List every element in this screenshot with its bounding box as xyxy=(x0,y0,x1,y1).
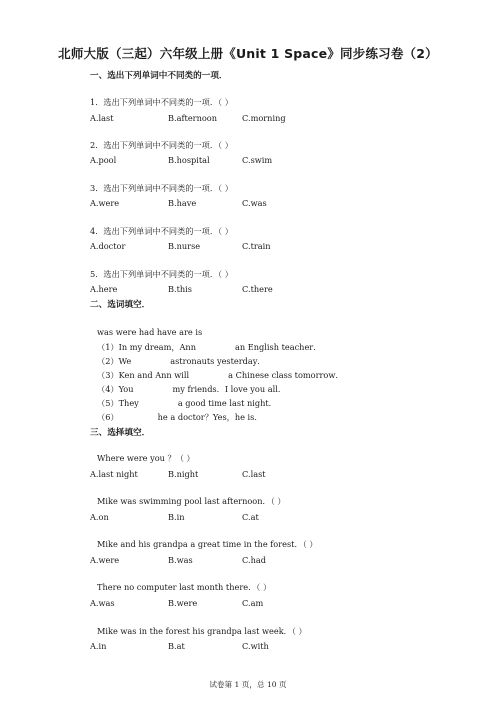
fill-line-2: （2）We astronauts yesterday． xyxy=(97,356,266,366)
option-c: C.had xyxy=(242,555,266,565)
fill-line-3: （3）Ken and Ann will a Chinese class tomorrow． xyxy=(97,370,344,380)
option-c: C.am xyxy=(242,598,264,608)
option-b: B.night xyxy=(168,469,199,479)
option-c: C.was xyxy=(242,198,267,208)
question-3-1: Where were you ？（ ） xyxy=(97,453,195,463)
options-3-3 xyxy=(90,555,410,567)
option-b: B.this xyxy=(168,284,193,294)
option-a: A.last night xyxy=(90,469,138,479)
options-3-2 xyxy=(90,512,410,524)
option-b: B.was xyxy=(168,555,193,565)
options-3-4 xyxy=(90,598,410,610)
option-b: B.were xyxy=(168,598,198,608)
page-footer: 试卷第 1 页，总 10 页 xyxy=(209,680,287,689)
option-c: C.at xyxy=(242,512,259,522)
question-1-2: 2．选出下列单词中不同类的一项．（ ） xyxy=(90,140,233,150)
question-3-3: Mike and his grandpa a great time in the forest．（ ） xyxy=(97,539,318,549)
question-1-4: 4．选出下列单词中不同类的一项．（ ） xyxy=(90,226,233,236)
option-a: A.on xyxy=(90,512,109,522)
section-heading-3: 三、选择填空． xyxy=(90,428,151,438)
options-1-5 xyxy=(90,284,410,296)
option-b: B.have xyxy=(168,198,197,208)
options-1-4 xyxy=(90,241,410,253)
option-c: C.last xyxy=(242,469,266,479)
option-c: C.morning xyxy=(242,113,286,123)
option-b: B.at xyxy=(168,641,185,651)
options-1-1 xyxy=(90,113,410,125)
fill-line-4: （4）You my friends．I love you all． xyxy=(97,384,287,394)
question-1-5: 5．选出下列单词中不同类的一项．（ ） xyxy=(90,269,233,279)
fill-line-5: （5）They a good time last night． xyxy=(97,398,277,408)
option-b: B.in xyxy=(168,512,185,522)
section-heading-2: 二、选词填空． xyxy=(90,300,151,310)
question-3-5: Mike was in the forest his grandpa last week．（ ） xyxy=(97,626,307,636)
option-c: C.with xyxy=(242,641,269,651)
option-a: A.in xyxy=(90,641,107,651)
options-3-1 xyxy=(90,469,410,481)
option-b: B.hospital xyxy=(168,155,210,165)
options-3-5 xyxy=(90,641,410,653)
option-a: A.last xyxy=(90,113,114,123)
option-a: A.pool xyxy=(90,155,117,165)
option-a: A.was xyxy=(90,598,115,608)
option-c: C.swim xyxy=(242,155,273,165)
question-1-1: 1．选出下列单词中不同类的一项．（ ） xyxy=(90,97,233,107)
question-1-3: 3．选出下列单词中不同类的一项．（ ） xyxy=(90,183,233,193)
option-b: B.afternoon xyxy=(168,113,217,123)
options-1-3 xyxy=(90,198,410,210)
word-bank: was were had have are is xyxy=(97,327,203,337)
options-1-2 xyxy=(90,155,410,167)
option-a: A.were xyxy=(90,198,120,208)
page-title: 北师大版（三起）六年级上册《Unit 1 Space》同步练习卷（2） xyxy=(58,46,438,61)
question-3-2: Mike was swimming pool last afternoon．（ ） xyxy=(97,496,286,506)
section-heading-1: 一、选出下列单词中不同类的一项． xyxy=(90,71,228,81)
question-3-4: There no computer last month there．（ ） xyxy=(97,582,272,592)
fill-line-6: （6） he a doctor？Yes，he is． xyxy=(97,412,263,422)
fill-line-1: （1）In my dream，Ann an English teacher． xyxy=(97,342,322,352)
option-c: C.there xyxy=(242,284,273,294)
option-b: B.nurse xyxy=(168,241,201,251)
option-a: A.were xyxy=(90,555,120,565)
option-a: A.doctor xyxy=(90,241,126,251)
option-a: A.here xyxy=(90,284,118,294)
option-c: C.train xyxy=(242,241,271,251)
